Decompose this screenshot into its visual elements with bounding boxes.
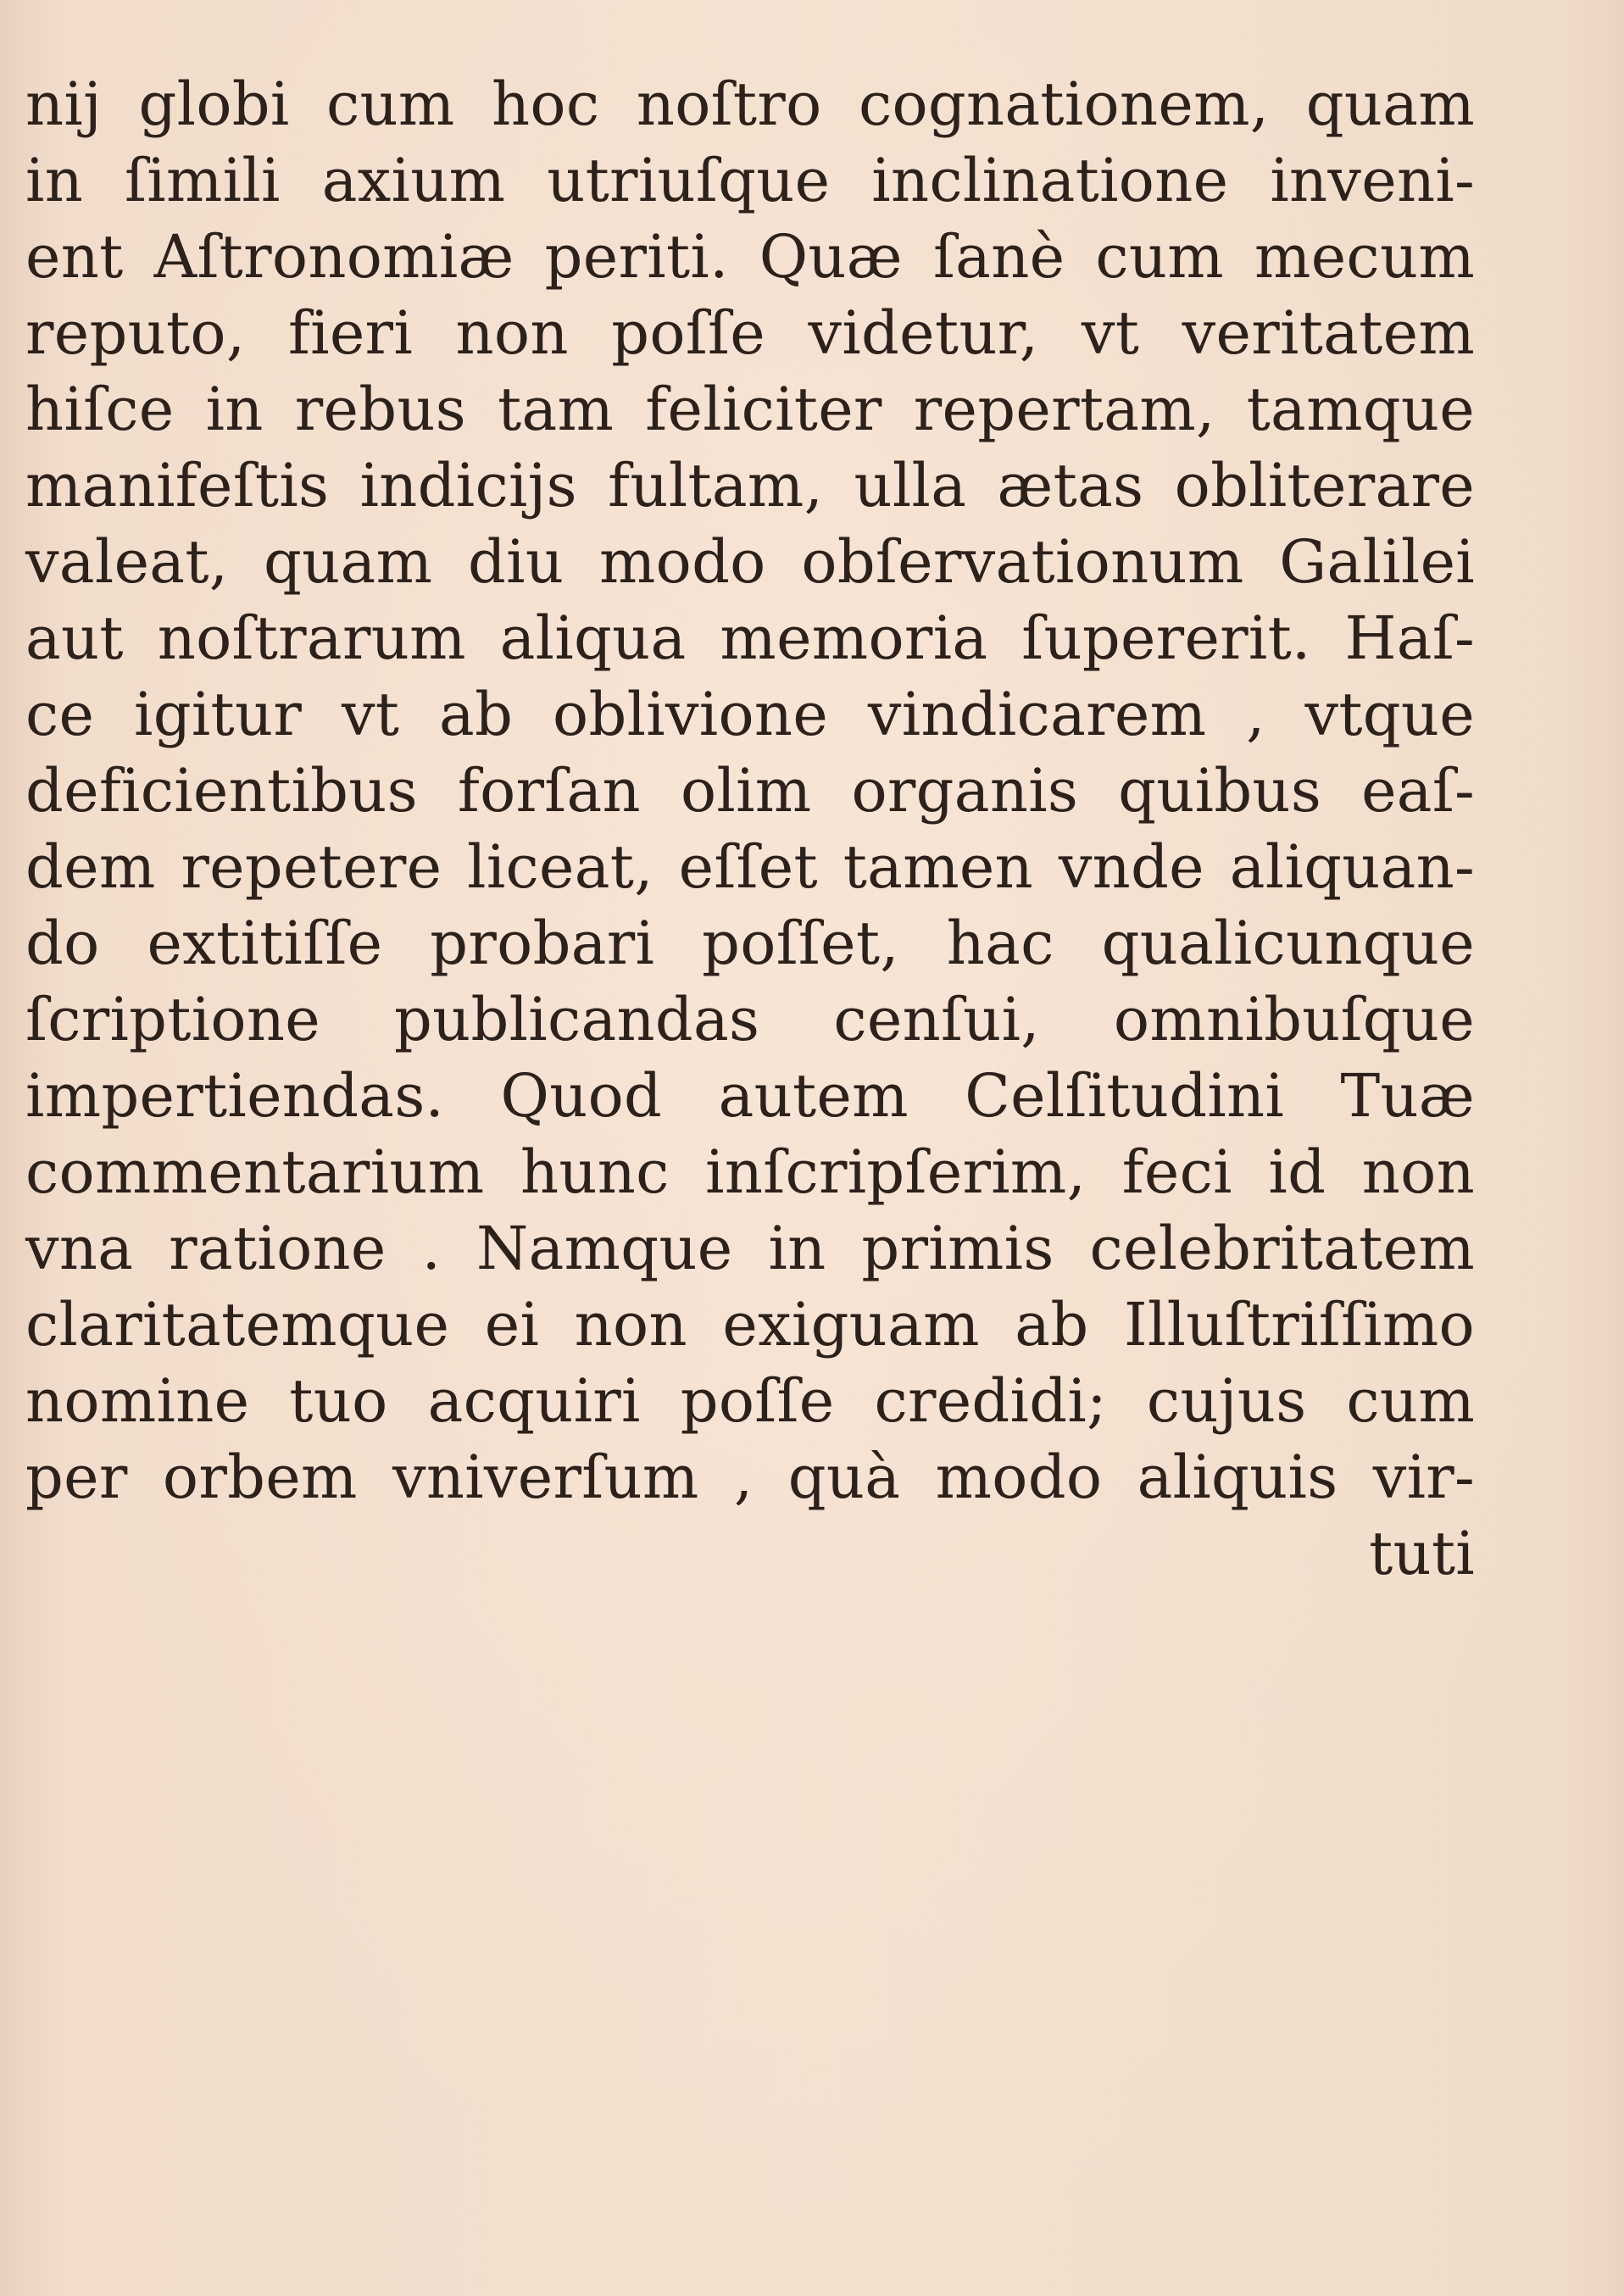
text-line-7: valeat, quam diu modo obſervationum Galilei — [25, 527, 1475, 597]
text-line-13: ſcriptione publicandas cenſui, omnibuſque — [25, 985, 1475, 1054]
body-text — [25, 66, 1475, 1592]
text-line-8: aut noſtrarum aliqua memoria ſupererit. Haſ- — [25, 603, 1475, 673]
text-line-17: claritatemque ei non exiguam ab Illuſtriſſimo — [25, 1290, 1475, 1359]
text-line-12: do extitiſſe probari poſſet, hac qualicunque — [25, 909, 1475, 978]
text-line-6: manifeſtis indicijs fultam, ulla ætas obliterare — [25, 451, 1475, 520]
text-line-9: ce igitur vt ab oblivione vindicarem , vtque — [25, 680, 1475, 749]
text-line-18: nomine tuo acquiri poſſe credidi; cujus cum — [25, 1366, 1475, 1436]
text-line-19: per orbem vniverſum , quà modo aliquis vir- — [25, 1443, 1475, 1512]
text-line-15: commentarium hunc inſcripſerim, feci id non — [25, 1137, 1475, 1207]
text-line-10: deficientibus forſan olim organis quibus eaſ- — [25, 756, 1475, 826]
text-line-14: impertiendas. Quod autem Celſitudini Tuæ — [25, 1061, 1475, 1131]
text-line-4: reputo, fieri non poſſe videtur, vt veritatem — [25, 298, 1475, 368]
text-line-16: vna ratione . Namque in primis celebritatem — [25, 1214, 1475, 1283]
text-line-2: in ſimili axium utriuſque inclinatione inveni- — [25, 146, 1475, 215]
text-line-1: nij globi cum hoc noſtro cognationem, quam — [25, 69, 1475, 139]
text-line-3: ent Aſtronomiæ periti. Quæ ſanè cum mecum — [25, 222, 1475, 292]
text-line-11: dem repetere liceat, eſſet tamen vnde aliquan- — [25, 832, 1475, 902]
catchword: tuti — [1369, 1519, 1475, 1588]
text-line-5: hiſce in rebus tam feliciter repertam, tamque — [25, 375, 1475, 444]
